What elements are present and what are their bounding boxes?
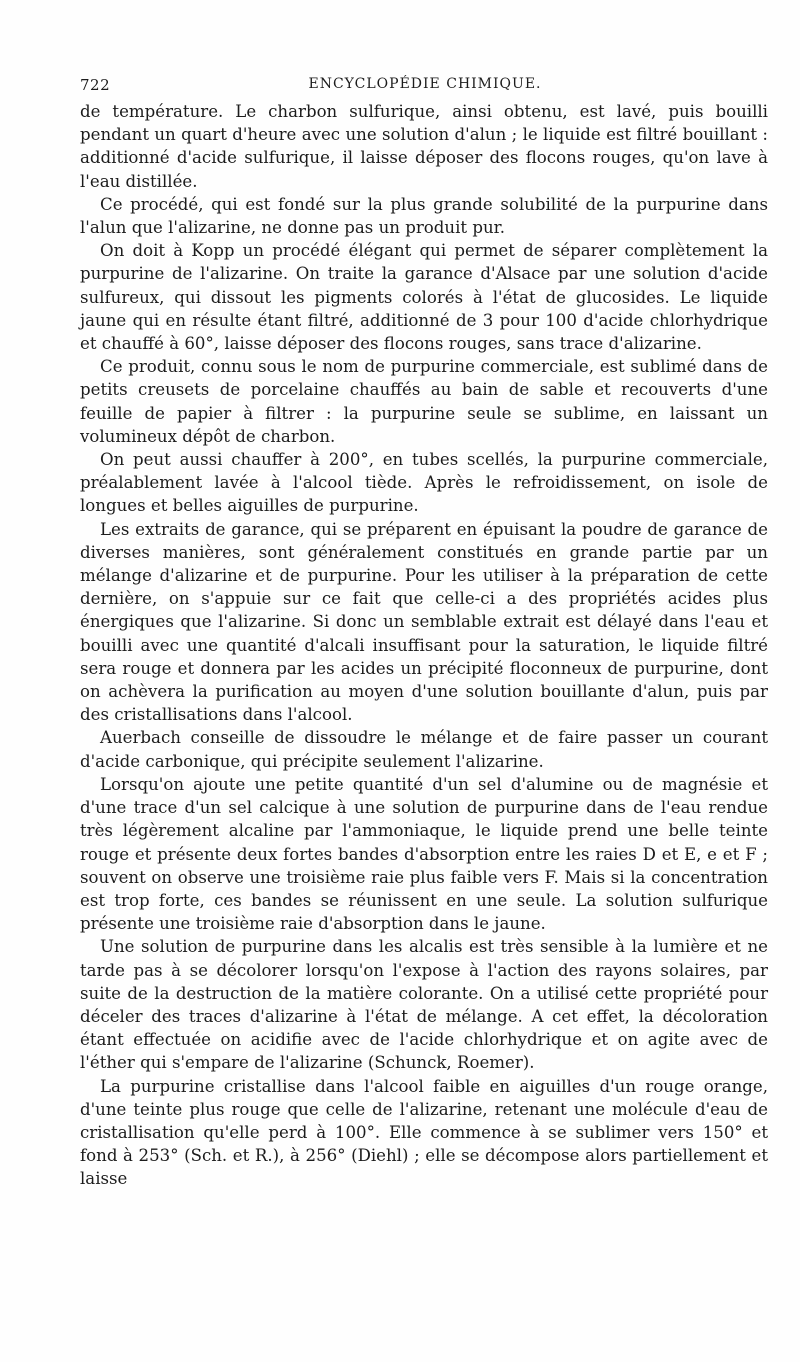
page-header — [80, 76, 770, 100]
paragraph-continuation: de température. Le charbon sulfurique, ainsi obtenu, est lavé, puis bouilli pendant un quart d'heure avec une solution d'alun ; le liquide est filtré bouillant : additionné d'acide sulfurique, il laisse déposer des flocons rouges, qu'on lave à l'eau distillée. — [80, 102, 768, 191]
paragraph: Auerbach conseille de dissoudre le mélange et de faire passer un courant d'acide carbonique, qui précipite seulement l'alizarine. — [80, 728, 768, 771]
paragraph: Les extraits de garance, qui se préparent en épuisant la poudre de garance de diverses manières, sont généralement constitués en grande partie par un mélange d'alizarine et de purpurine. Pour les utiliser à la préparation de cette dernière, on s'appuie sur ce fait que celle-ci a des propriétés acides plus énergiques que l'alizarine. Si donc un semblable extrait est délayé dans l'eau et bouilli avec une quantité d'alcali insuffisant pour la saturation, le liquide filtré sera rouge et donnera par les acides un précipité floconneux de purpurine, dont on achèvera la purification au moyen d'une solution bouillante d'alun, puis par des cristallisations dans l'alcool. — [80, 519, 768, 725]
body-text — [80, 100, 768, 1191]
paragraph: La purpurine cristallise dans l'alcool faible en aiguilles d'un rouge orange, d'une teinte plus rouge que celle de l'alizarine, retenant une molécule d'eau de cristallisation qu'elle perd à 100°. Elle commence à se sublimer vers 150° et fond à 253° (Sch. et R.), à 256° (Diehl) ; elle se décompose alors partiellement et laisse — [80, 1076, 768, 1189]
page-number: 722 — [80, 76, 111, 94]
paragraph: Ce produit, connu sous le nom de purpurine commerciale, est sublimé dans de petits creusets de porcelaine chauffés au bain de sable et recouverts d'une feuille de papier à filtrer : la purpurine seule se sublime, en laissant un volumineux dépôt de charbon. — [80, 357, 768, 446]
paragraph: Une solution de purpurine dans les alcalis est très sensible à la lumière et ne tarde pas à se décolorer lorsqu'on l'expose à l'action des rayons solaires, par suite de la destruction de la matière colorante. On a utilisé cette propriété pour déceler des traces d'alizarine à l'état de mélange. A cet effet, la décoloration étant effectuée on acidifie avec de l'acide chlorhydrique et on agite avec de l'éther qui s'empare de l'alizarine (Schunck, Roemer). — [80, 937, 768, 1073]
paragraph: On peut aussi chauffer à 200°, en tubes scellés, la purpurine commerciale, préalablement lavée à l'alcool tiède. Après le refroidissement, on isole de longues et belles aiguilles de purpurine. — [80, 450, 768, 516]
running-title: ENCYCLOPÉDIE CHIMIQUE. — [308, 76, 542, 92]
paragraph: On doit à Kopp un procédé élégant qui permet de séparer complètement la purpurine de l'alizarine. On traite la garance d'Alsace par une solution d'acide sulfureux, qui dissout les pigments colorés à l'état de glucosides. Le liquide jaune qui en résulte étant filtré, additionné de 3 pour 100 d'acide chlorhydrique et chauffé à 60°, laisse déposer des flocons rouges, sans trace d'alizarine. — [80, 241, 768, 354]
paragraph: Lorsqu'on ajoute une petite quantité d'un sel d'alumine ou de magnésie et d'une trace d'un sel calcique à une solution de purpurine dans de l'eau rendue très légèrement alcaline par l'ammoniaque, le liquide prend une belle teinte rouge et présente deux fortes bandes d'absorption entre les raies D et E, e et F ; souvent on observe une troisième raie plus faible vers F. Mais si la concentration est trop forte, ces bandes se réunissent en une seule. La solution sulfurique présente une troisième raie d'absorption dans le jaune. — [80, 774, 768, 934]
paragraph: Ce procédé, qui est fondé sur la plus grande solubilité de la purpurine dans l'alun que l'alizarine, ne donne pas un produit pur. — [80, 194, 768, 238]
